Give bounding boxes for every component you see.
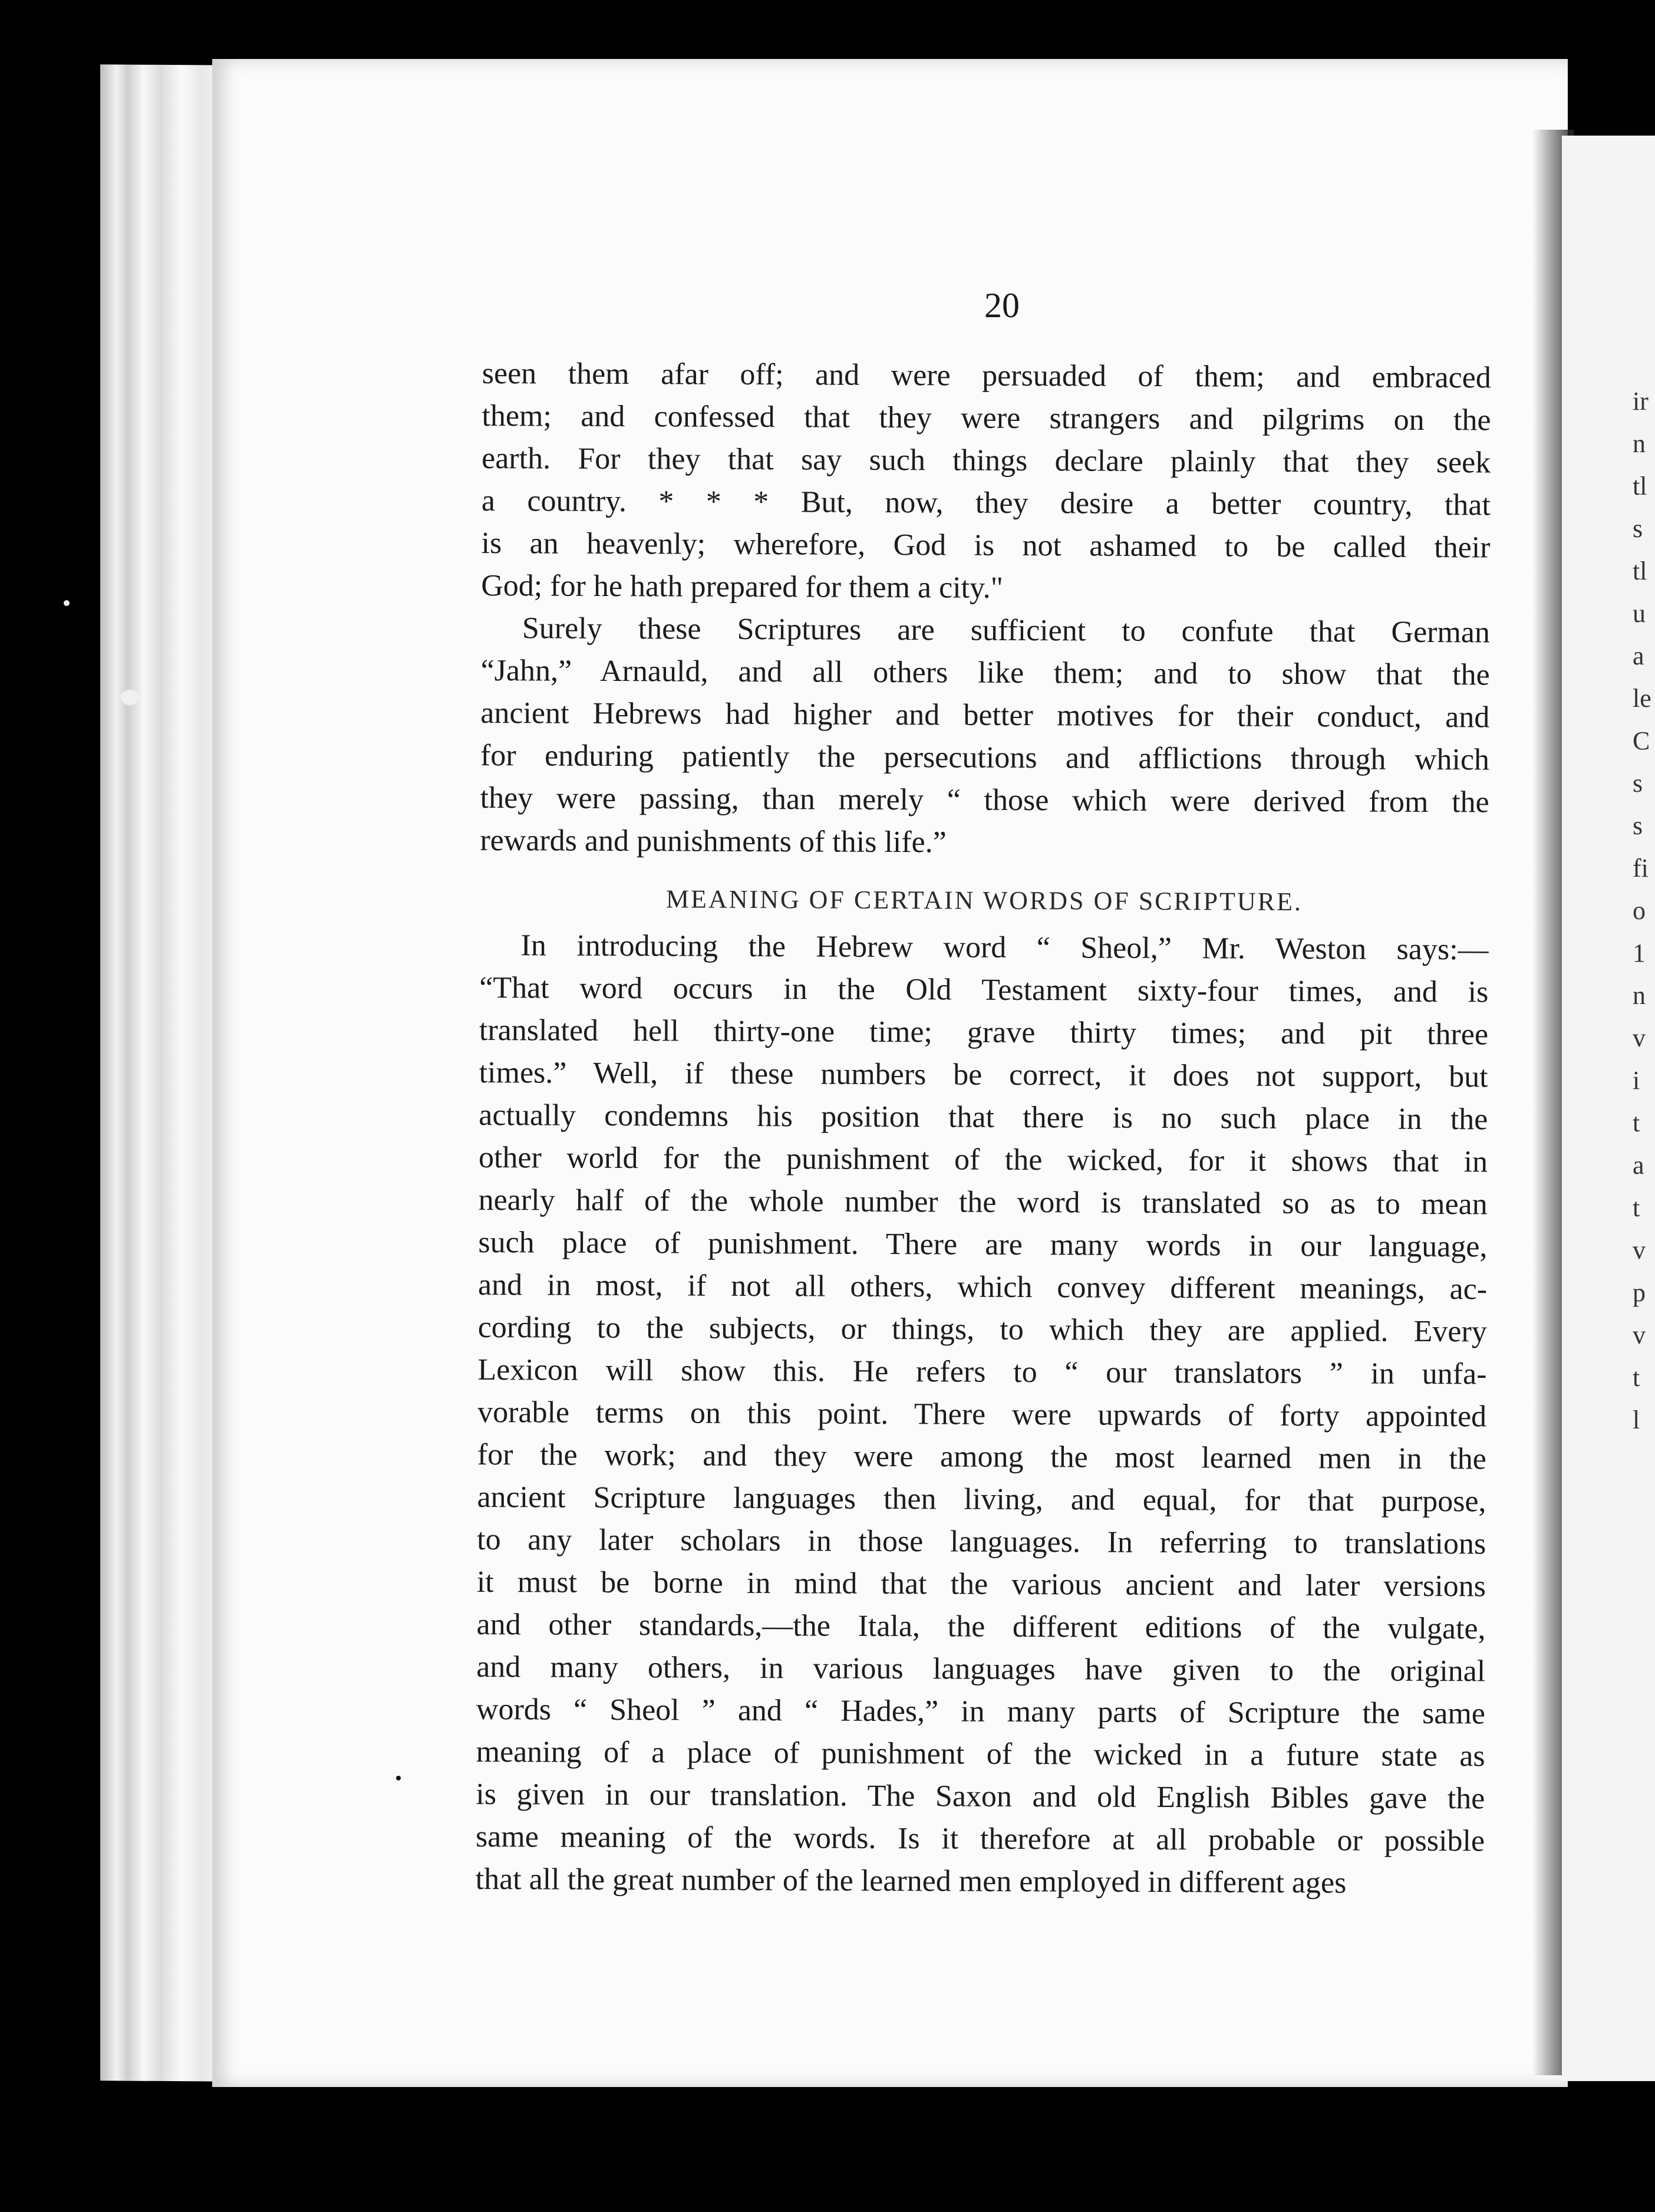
facing-page-fragment: le	[1633, 684, 1651, 713]
section-heading: MEANING OF CERTAIN WORDS OF SCRIPTURE.	[665, 884, 1303, 917]
text-line: ancient Scripture languages then living, and equal, for that purpose,	[477, 1480, 1486, 1519]
text-line: that all the great number of the learned men employed in different ages	[475, 1862, 1347, 1900]
text-line: vorable terms on this point. There were upwards of forty appointed	[477, 1395, 1487, 1434]
text-line: Surely these Scriptures are sufficient to confute that German	[522, 611, 1491, 650]
facing-page-fragment: C	[1633, 726, 1650, 755]
text-line: is an heavenly; wherefore, God is not ashamed to be called their	[481, 526, 1491, 565]
text-line: for enduring patiently the persecutions and afflictions through which	[480, 738, 1490, 777]
facing-page-fragment: fi	[1633, 854, 1649, 883]
text-line: words “ Sheol ” and “ Hades,” in many parts of Scripture the same	[476, 1692, 1486, 1731]
facing-page-fragment: a	[1633, 641, 1644, 670]
facing-page-fragment: t	[1633, 1193, 1640, 1222]
facing-page-fragment: u	[1633, 599, 1646, 628]
text-line: cording to the subjects, or things, to which they are applied. Every	[477, 1310, 1487, 1349]
page-number: 20	[984, 286, 1020, 325]
text-line: times.” Well, if these numbers be correct, it does not support, but	[479, 1055, 1488, 1094]
text-line: “Jahn,” Arnauld, and all others like them; and to show that the	[480, 653, 1490, 692]
facing-page-fragment: p	[1633, 1278, 1646, 1307]
text-line: In introducing the Hebrew word “ Sheol,” Mr. Weston says:—	[520, 929, 1489, 967]
text-line: God; for he hath prepared for them a city."	[481, 568, 1004, 605]
facing-page-edge	[1562, 136, 1655, 2081]
facing-page-fragment: s	[1633, 769, 1643, 798]
facing-page-fragment: t	[1633, 1108, 1640, 1137]
facing-page-fragment: tl	[1633, 557, 1647, 585]
facing-page-fragment: n	[1633, 981, 1646, 1010]
facing-page-fragment: ir	[1633, 387, 1649, 416]
scan-speck	[396, 1776, 401, 1780]
text-line: and in most, if not all others, which convey different meanings, ac-	[477, 1268, 1488, 1306]
text-line: they were passing, than merely “ those which were derived from the	[480, 781, 1489, 819]
text-line: to any later scholars in those languages. In referring to translations	[477, 1522, 1486, 1561]
text-line: Lexicon will show this. He refers to “ our translators ” in unfa-	[477, 1352, 1487, 1391]
text-line: “That word occurs in the Old Testament sixty-four times, and is	[479, 970, 1489, 1009]
facing-page-fragment: s	[1633, 811, 1643, 840]
scan-speck	[121, 690, 139, 705]
text-line: and many others, in various languages have given to the original	[476, 1650, 1486, 1688]
facing-page-fragment: v	[1633, 1321, 1646, 1349]
facing-page-fragment: tl	[1633, 472, 1647, 501]
text-line: for the work; and they were among the most learned men in the	[477, 1437, 1486, 1476]
facing-page-fragment: l	[1633, 1405, 1640, 1434]
text-line: earth. For they that say such things declare plainly that they seek	[482, 441, 1491, 480]
facing-page-fragment: t	[1633, 1363, 1640, 1392]
paragraph	[480, 607, 1490, 866]
paragraph	[481, 353, 1491, 611]
facing-page-fragment: o	[1633, 896, 1646, 925]
facing-page-fragment: 1	[1633, 939, 1646, 967]
text-line: nearly half of the whole number the word is translated so as to mean	[478, 1183, 1488, 1222]
text-line: and other standards,—the Itala, the different editions of the vulgate,	[476, 1607, 1486, 1646]
facing-page-fragment: s	[1633, 514, 1643, 543]
facing-page-fragment: v	[1633, 1023, 1646, 1052]
text-line: actually condemns his position that there is no such place in the	[479, 1098, 1488, 1137]
text-line: them; and confessed that they were strangers and pilgrims on the	[482, 399, 1491, 437]
text-line: other world for the punishment of the wicked, for it shows that in	[478, 1140, 1488, 1179]
text-line: ancient Hebrews had higher and better motives for their conduct, and	[480, 696, 1490, 735]
facing-page-fragment: v	[1633, 1236, 1646, 1265]
page-body	[476, 353, 1491, 1905]
text-line: translated hell thirty-one time; grave thirty times; and pit three	[479, 1013, 1489, 1052]
text-line: a country. * * * But, now, they desire a better country, that	[481, 483, 1491, 522]
text-line: such place of punishment. There are many words in our language,	[478, 1225, 1488, 1264]
text-line: is given in our translation. The Saxon and old English Bibles gave the	[476, 1777, 1485, 1816]
text-line: same meaning of the words. Is it therefore at all probable or possible	[475, 1819, 1485, 1858]
facing-page-fragment: n	[1633, 429, 1646, 458]
facing-page-fragment: i	[1633, 1066, 1640, 1095]
text-line: seen them afar off; and were persuaded of them; and embraced	[482, 356, 1491, 395]
paragraph	[476, 924, 1489, 1905]
text-line: rewards and punishments of this life.”	[480, 823, 947, 860]
facing-page-fragment: a	[1633, 1151, 1644, 1180]
text-line: it must be borne in mind that the various ancient and later versions	[476, 1565, 1486, 1604]
text-line: meaning of a place of punishment of the wicked in a future state as	[476, 1734, 1485, 1773]
scan-speck	[64, 600, 70, 606]
